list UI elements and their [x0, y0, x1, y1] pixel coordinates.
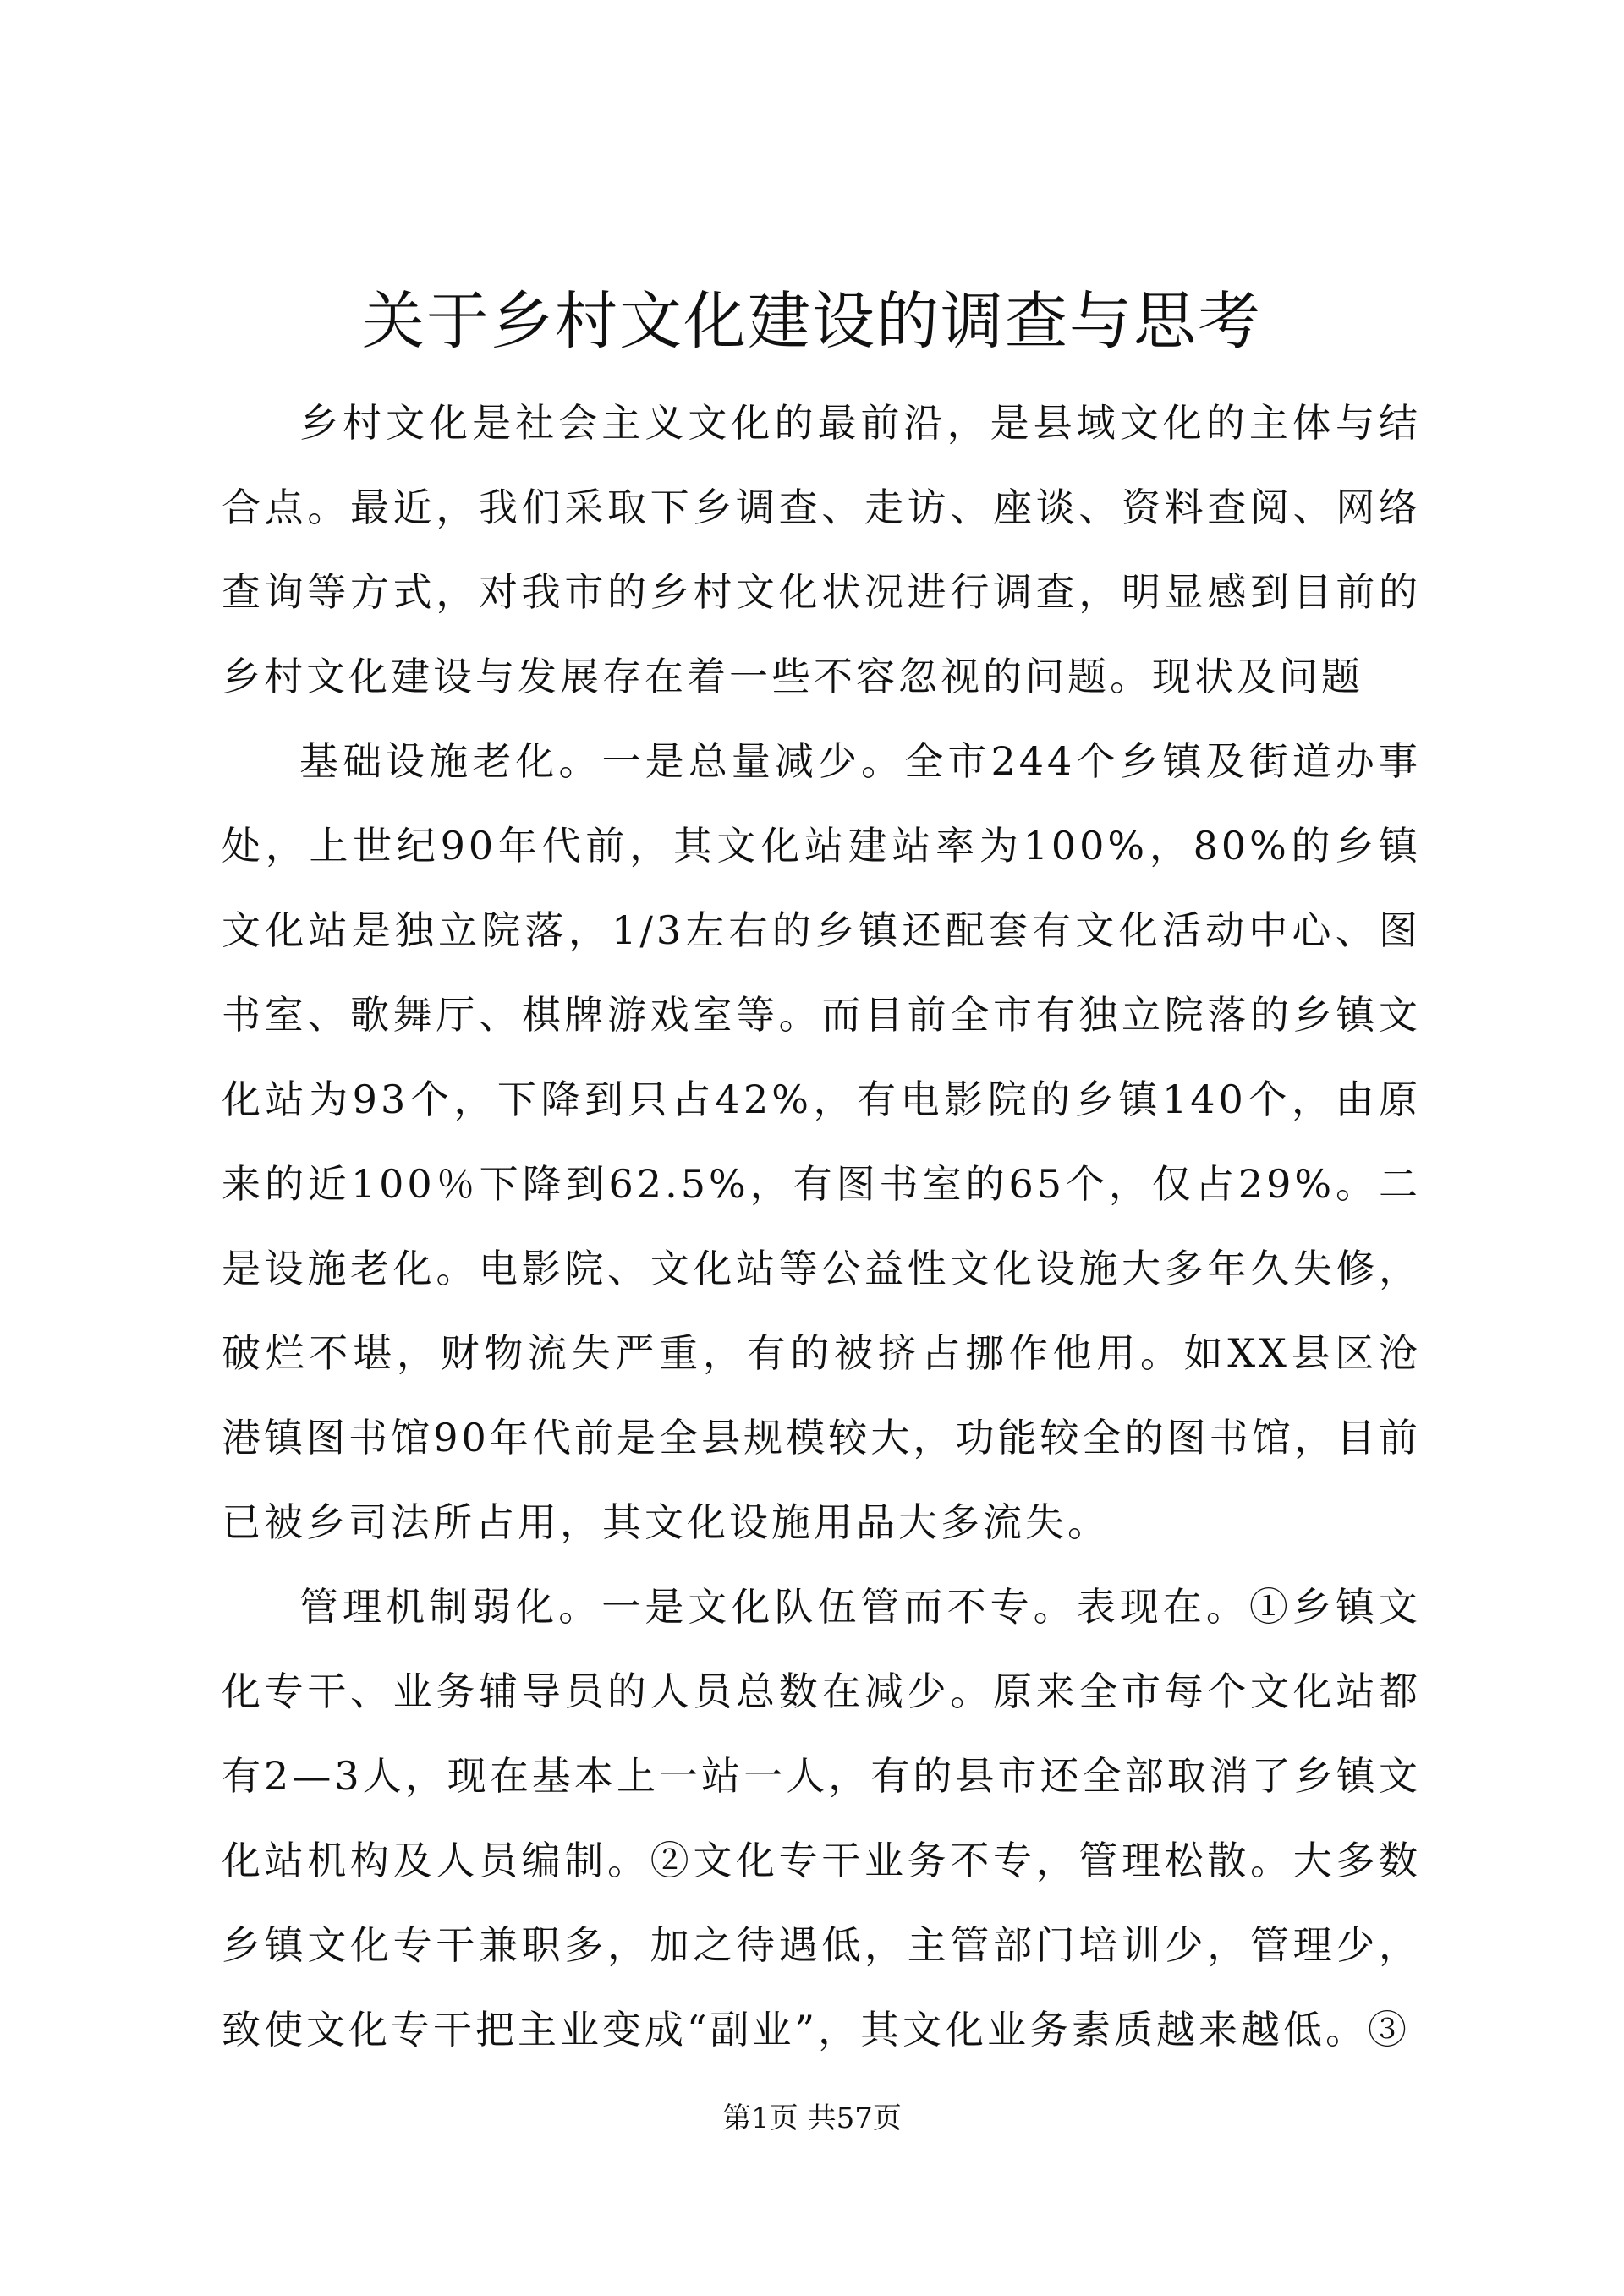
page-footer: 第1页 共57页 [722, 2101, 902, 2135]
paragraph-management: 管理机制弱化。一是文化队伍管而不专。表现在。①乡镇文化专干、业务辅导员的人员总数在减少。原来全市每个文化站都有2—3人，现在基本上一站一人，有的县市还全部取消了乡镇文化站机构及人员编制。②文化专干业务不专，管理松散。大多数乡镇文化专干兼职多，加之待遇低，主管部门培训少，管理少，致使文化专干把主业变成“副业”，其文化业务素质越来越低。③ [222, 1584, 1421, 2052]
paragraph-infrastructure: 基础设施老化。一是总量减少。全市244个乡镇及街道办事处，上世纪90年代前，其文化站建站率为100%，80%的乡镇文化站是独立院落，1/3左右的乡镇还配套有文化活动中心、图书室、歌舞厅、棋牌游戏室等。而目前全市有独立院落的乡镇文化站为93个，下降到只占42%，有电影院的乡镇140个，由原来的近100％下降到62.5%，有图书室的65个，仅占29%。二是设施老化。电影院、文化站等公益性文化设施大多年久失修，破烂不堪，财物流失严重，有的被挤占挪作他用。如XX县区沧港镇图书馆90年代前是全县规模较大，功能较全的图书馆，目前已被乡司法所占用，其文化设施用品大多流失。 [222, 738, 1421, 1545]
document-title: 关于乡村文化建设的调查与思考 [362, 285, 1262, 358]
paragraph-intro: 乡村文化是社会主义文化的最前沿，是县域文化的主体与结合点。最近，我们采取下乡调查、走访、座谈、资料查阅、网络查询等方式，对我市的乡村文化状况进行调查，明显感到目前的乡村文化建设与发展存在着一些不容忽视的问题。现状及问题 [222, 400, 1421, 699]
document-body [222, 381, 1421, 2072]
